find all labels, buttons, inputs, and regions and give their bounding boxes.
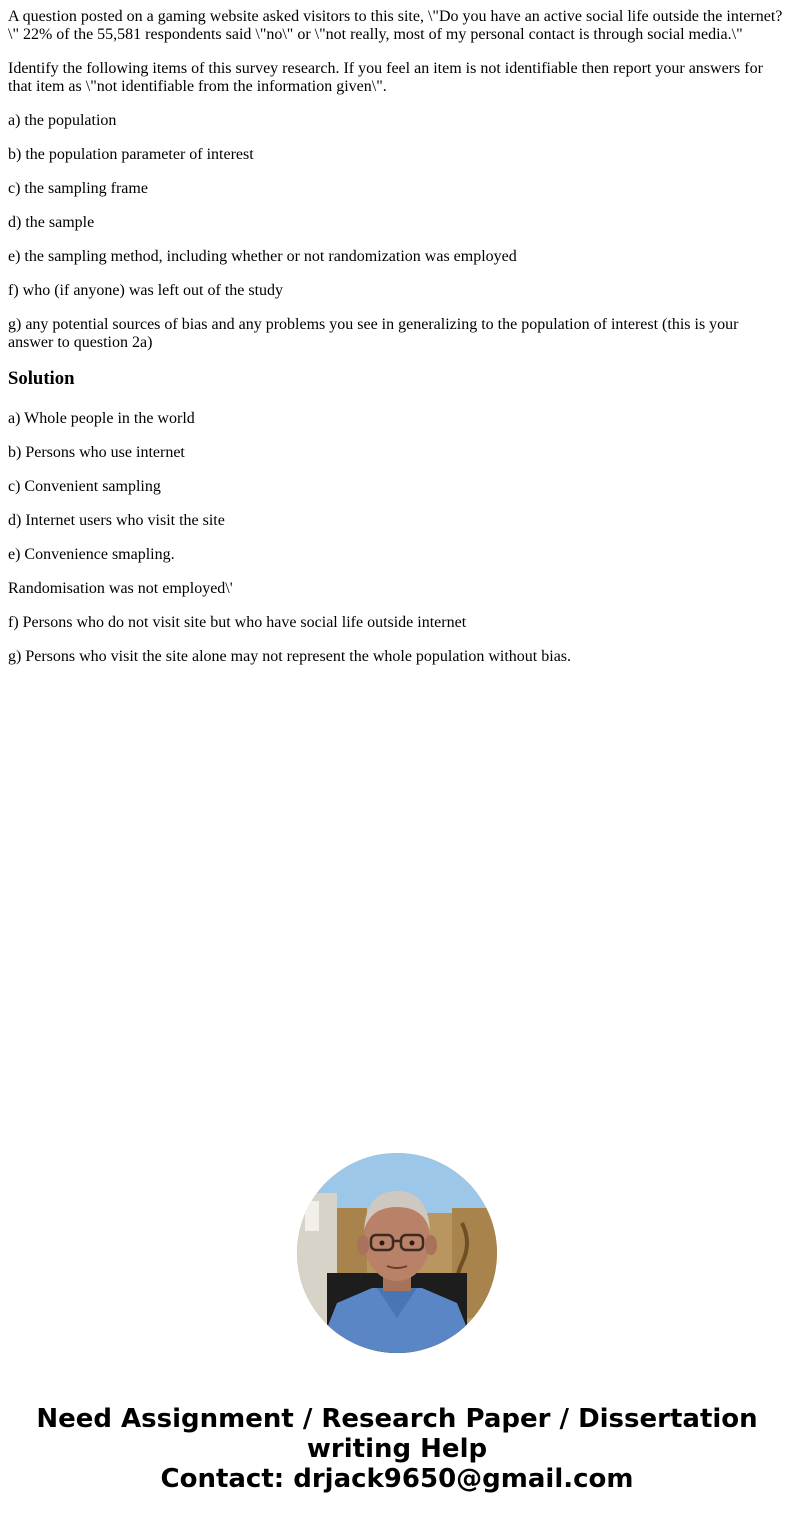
footer-banner [0, 1404, 794, 1494]
question-intro: A question posted on a gaming website asked visitors to this site, \"Do you have an active social life outside the internet?\" 22% of the 55,581 respondents said \"no\" or \"not really, most of my personal contact is through social media.\" [8, 8, 783, 43]
answer-b: b) Persons who use internet [8, 444, 185, 461]
avatar [297, 1153, 497, 1353]
solution-heading: Solution [8, 368, 75, 389]
footer-contact: Contact: drjack9650@gmail.com [160, 1464, 634, 1494]
answer-e: e) Convenience smapling. [8, 546, 175, 563]
answer-g: g) Persons who visit the site alone may not represent the whole population without bias. [8, 648, 572, 665]
document-content [8, 8, 786, 682]
footer-line-1: Need Assignment / Research Paper / Dissertation [36, 1404, 758, 1434]
avatar-portrait [297, 1153, 497, 1353]
question-item-a: a) the population [8, 112, 117, 129]
question-item-g: g) any potential sources of bias and any problems you see in generalizing to the population of interest (this is your answer to question 2a) [8, 316, 739, 351]
question-item-c: c) the sampling frame [8, 180, 148, 197]
answer-a: a) Whole people in the world [8, 410, 195, 427]
question-item-f: f) who (if anyone) was left out of the study [8, 282, 284, 299]
answer-d: d) Internet users who visit the site [8, 512, 225, 529]
answer-e-randomisation: Randomisation was not employed\' [8, 580, 233, 597]
answer-f: f) Persons who do not visit site but who have social life outside internet [8, 614, 467, 631]
question-item-d: d) the sample [8, 214, 95, 231]
answer-c: c) Convenient sampling [8, 478, 161, 495]
question-item-e: e) the sampling method, including whether or not randomization was employed [8, 248, 517, 265]
question-instructions: Identify the following items of this survey research. If you feel an item is not identifiable then report your answers for that item as \"not identifiable from the information given\". [8, 60, 763, 95]
question-item-b: b) the population parameter of interest [8, 146, 254, 163]
footer-line-2: writing Help [306, 1434, 488, 1464]
